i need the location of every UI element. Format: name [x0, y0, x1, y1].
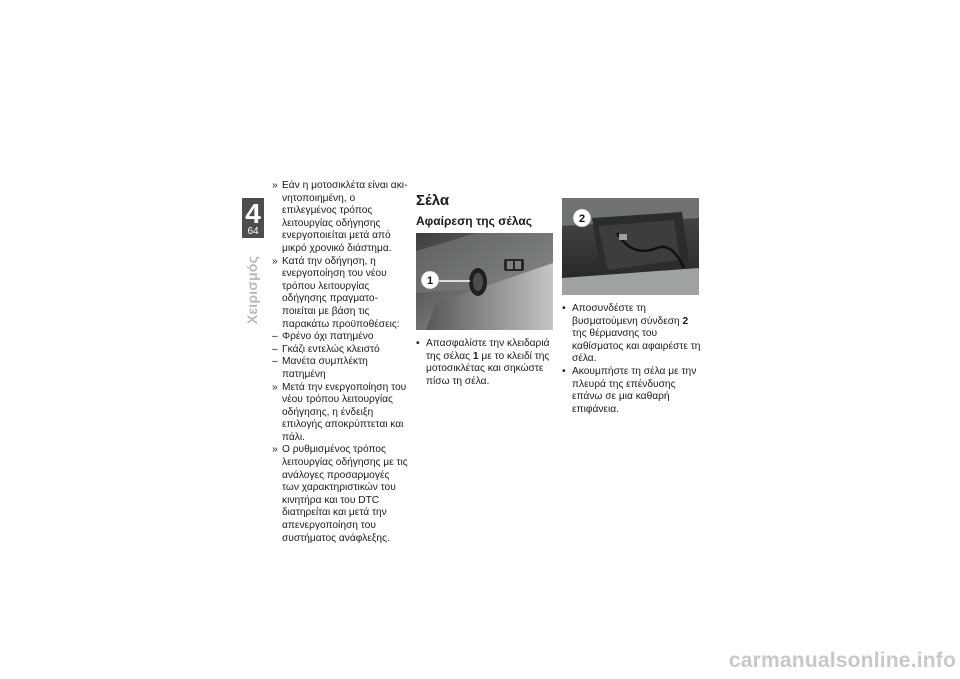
section-heading: Σέλα [416, 192, 450, 209]
watermark-text: carmanualsonline.info [728, 649, 956, 672]
page-number: 64 [247, 226, 259, 237]
seat-heating-connector-photo [562, 198, 699, 295]
column-operation-modes [272, 180, 408, 545]
subsection-heading: Αφαίρεση της σέλας [416, 214, 532, 228]
list-item: – Μανέτα συμπλέκτη πατημένη [272, 356, 368, 380]
list-item: • Απασφαλίστε την κλειδαριά της σέλας 1 με το κλειδί της μοτοσικλέτας και σηκώστε πίσω τη σέλα. [416, 338, 550, 387]
list-item: – Γκάζι εντελώς κλειστό [272, 343, 380, 355]
list-item: » Εάν η μοτοσικλέτα είναι ακινητοποιημένη, ο επιλεγμένος τρόπος λειτουργίας οδήγησης ενεργοποιείται μετά από μικρό χρονικό διάστημα. [272, 180, 408, 254]
list-item: • Ακουμπήστε τη σέλα με την πλευρά της επένδυσης επάνω σε μια καθαρή επιφάνεια. [562, 365, 697, 415]
seat-lock-photo [416, 233, 553, 330]
callout-2: 2 [578, 213, 586, 225]
chapter-title: Χειρισμός [244, 255, 260, 325]
list-item: • Αποσυνδέστε τη βυσματούμενη σύνδεση 2 της θέρμανσης του καθίσματος και αφαιρέστε τη σέλα. [562, 303, 701, 365]
list-item: » Κατά την οδήγηση, η ενεργοποίηση του νέου τρόπου λειτουργίας οδήγησης πραγματοποιείται με βάση τις παρακάτω προϋποθέσεις: [272, 255, 400, 330]
column-seat-connector [562, 198, 702, 416]
list-item: » Μετά την ενεργοποίηση του νέου τρόπου λειτουργίας οδήγησης, η ένδειξη επιλογής αποκρύπτεται και πάλι. [272, 381, 407, 443]
callout-1: 1 [426, 275, 434, 287]
list-item: – Φρένο όχι πατημένο [272, 331, 374, 343]
chapter-number: 4 [242, 198, 264, 238]
column-seat-removal [416, 192, 556, 388]
chapter-side [234, 240, 270, 340]
list-item: » Ο ρυθμισμένος τρόπος λειτουργίας οδήγησης με τις ανάλογες προσαρμογές των χαρακτηριστικών του κινητήρα και του DTC διατηρείται και μετά την απενεργοποίηση του συστήματος ανάφλεξης. [272, 444, 408, 544]
